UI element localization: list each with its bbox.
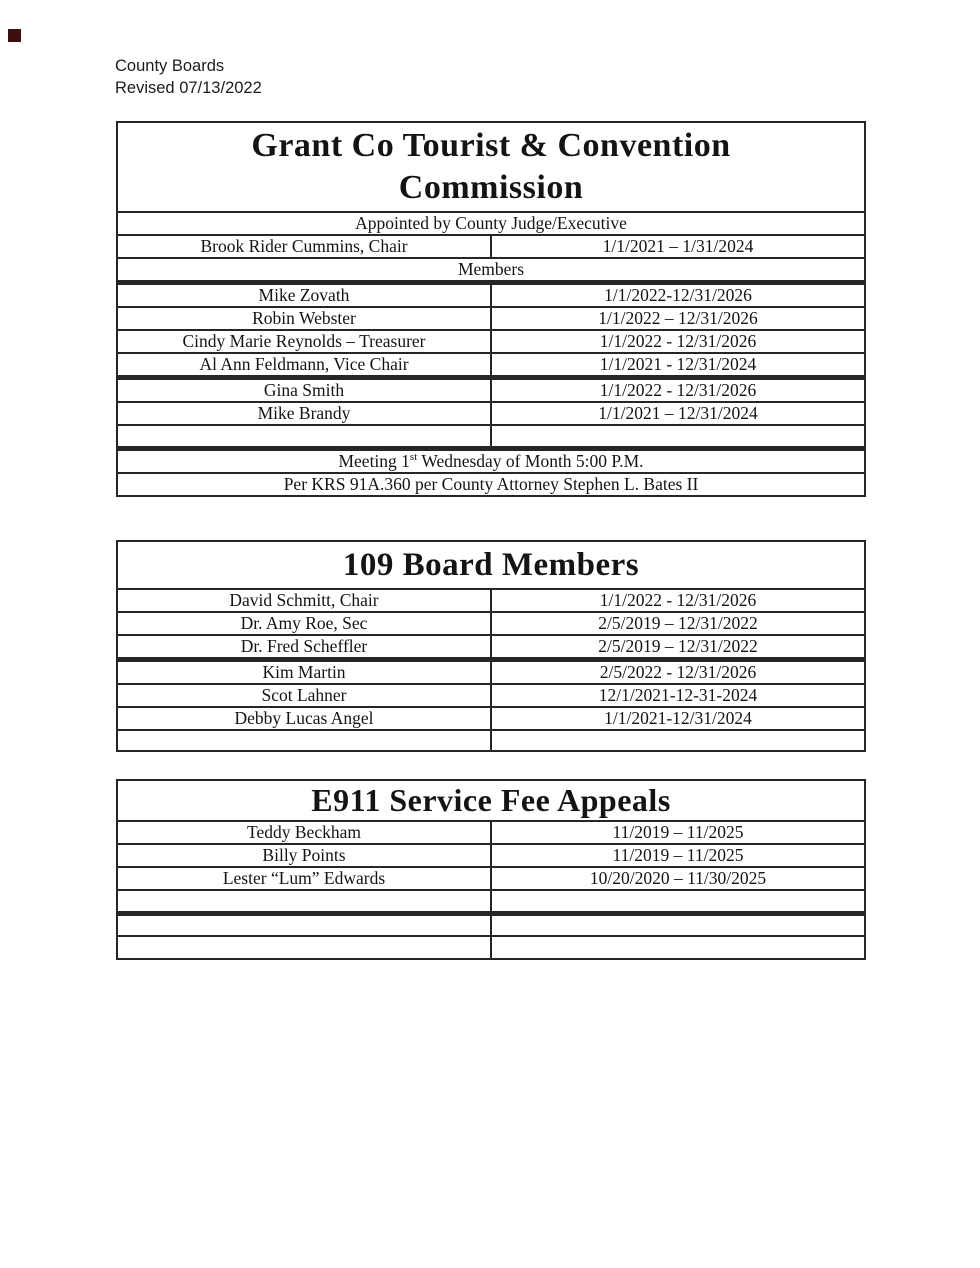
member-name-cell: Mike Brandy [117,402,491,425]
member-row [117,235,865,258]
term-cell [491,936,865,959]
table-title-line: Commission [398,169,584,206]
term-cell: 1/1/2022 - 12/31/2026 [491,378,865,403]
member-row [117,684,865,707]
member-name-cell: Scot Lahner [117,684,491,707]
document-header [115,56,262,99]
term-cell: 1/1/2021 – 1/31/2024 [491,235,865,258]
member-row [117,402,865,425]
member-row [117,913,865,936]
member-name-cell: David Schmitt, Chair [117,589,491,612]
term-cell: 1/1/2022-12/31/2026 [491,283,865,308]
section-row [117,258,865,283]
term-cell: 12/1/2021-12-31-2024 [491,684,865,707]
term-cell: 1/1/2022 - 12/31/2026 [491,589,865,612]
term-cell: 2/5/2019 – 12/31/2022 [491,635,865,660]
member-row [117,635,865,660]
table-title-line: Grant Co Tourist & Convention [251,127,731,164]
board-table-e911 [116,779,866,960]
member-name-cell: Brook Rider Cummins, Chair [117,235,491,258]
member-row [117,283,865,308]
term-cell: 11/2019 – 11/2025 [491,844,865,867]
member-name-cell: Mike Zovath [117,283,491,308]
section-text: Appointed by County Judge/Executive [355,213,627,233]
term-cell: 1/1/2021-12/31/2024 [491,707,865,730]
table-title [117,541,865,589]
member-row [117,353,865,378]
table-title [117,122,865,212]
term-cell [491,425,865,448]
term-cell [491,913,865,936]
member-row [117,844,865,867]
member-row [117,821,865,844]
member-name-cell: Robin Webster [117,307,491,330]
term-cell [491,890,865,913]
member-row [117,589,865,612]
member-name-cell: Kim Martin [117,660,491,685]
term-cell: 2/5/2019 – 12/31/2022 [491,612,865,635]
term-cell: 1/1/2021 - 12/31/2024 [491,353,865,378]
member-row [117,660,865,685]
section-text: Per KRS 91A.360 per County Attorney Stephen L. Bates II [283,473,699,494]
ordinal-suffix: st [409,450,418,463]
member-name-cell: Gina Smith [117,378,491,403]
member-name-cell: Lester “Lum” Edwards [117,867,491,890]
member-name-cell [117,913,491,936]
section-text: Meeting 1 [338,450,410,471]
member-row [117,425,865,448]
member-name-cell [117,730,491,751]
term-cell: 2/5/2022 - 12/31/2026 [491,660,865,685]
section-cell [117,212,865,235]
member-name-cell: Debby Lucas Angel [117,707,491,730]
term-cell [491,730,865,751]
table-title-row [117,541,865,589]
scan-artifact-mark [8,29,21,42]
member-name-cell: Cindy Marie Reynolds – Treasurer [117,330,491,353]
section-text: Members [457,259,525,279]
member-row [117,730,865,751]
table-title-line: E911 Service Fee Appeals [311,782,671,818]
member-name-cell [117,425,491,448]
member-name-cell: Dr. Amy Roe, Sec [117,612,491,635]
member-row [117,867,865,890]
term-cell: 1/1/2022 - 12/31/2026 [491,330,865,353]
section-row [117,448,865,473]
section-text-after: Wednesday of Month 5:00 P.M. [417,450,644,471]
section-row [117,473,865,496]
term-cell: 11/2019 – 11/2025 [491,821,865,844]
member-name-cell: Dr. Fred Scheffler [117,635,491,660]
term-cell: 1/1/2022 – 12/31/2026 [491,307,865,330]
section-cell [117,448,865,473]
document-title: County Boards [115,57,225,75]
member-name-cell: Al Ann Feldmann, Vice Chair [117,353,491,378]
table-title [117,780,865,821]
member-row [117,330,865,353]
member-row [117,936,865,959]
term-cell: 1/1/2021 – 12/31/2024 [491,402,865,425]
member-row [117,307,865,330]
member-name-cell: Teddy Beckham [117,821,491,844]
table-title-row [117,122,865,212]
section-cell [117,473,865,496]
table-title-line: 109 Board Members [342,546,640,583]
member-row [117,707,865,730]
member-name-cell: Billy Points [117,844,491,867]
board-table-tourist-convention [116,121,866,497]
section-row [117,212,865,235]
member-row [117,612,865,635]
board-table-109 [116,540,866,752]
revision-date: Revised 07/13/2022 [115,78,262,97]
term-cell: 10/20/2020 – 11/30/2025 [491,867,865,890]
section-cell [117,258,865,283]
member-row [117,890,865,913]
member-row [117,378,865,403]
member-name-cell [117,890,491,913]
member-name-cell [117,936,491,959]
table-title-row [117,780,865,821]
